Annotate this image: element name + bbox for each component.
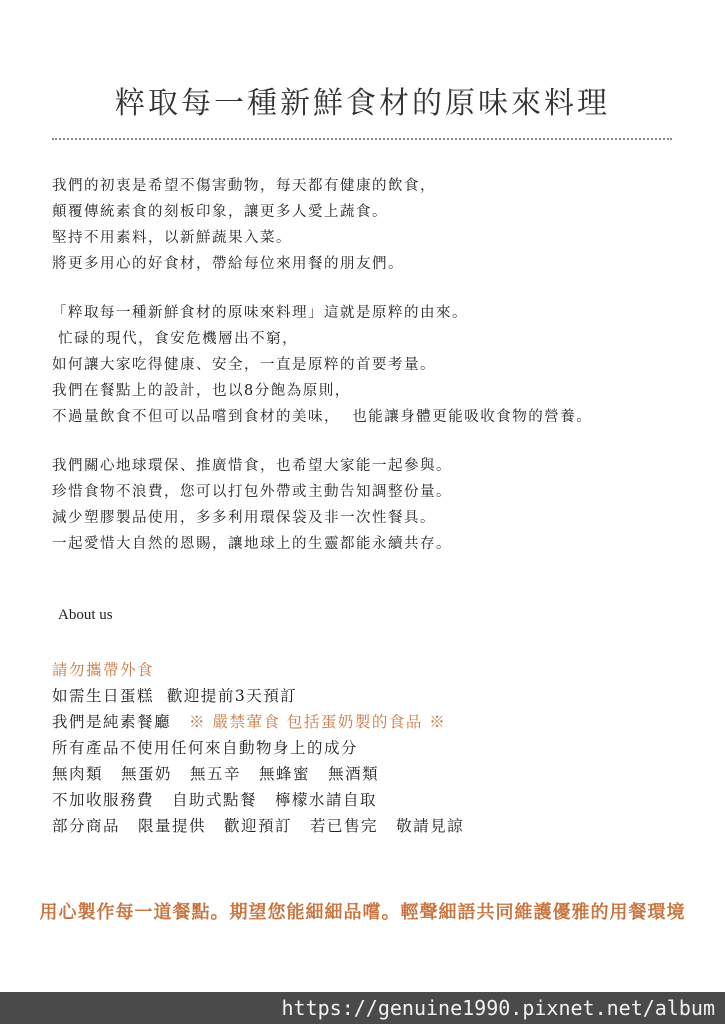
dotted-divider	[52, 138, 672, 140]
footer-note: 用心製作每一道餐點。期望您能細細品嚐。輕聲細語共同維護優雅的用餐環境	[39, 902, 686, 923]
intro-line: 堅持不用素料，以新鮮蔬果入菜。	[52, 230, 292, 246]
service-item: 不加收服務費	[52, 791, 155, 809]
service-list	[52, 787, 464, 813]
eco-line: 減少塑膠製品使用，多多利用環保袋及非一次性餐具。	[52, 510, 436, 526]
vegan-label: 我們是純素餐廳	[52, 713, 172, 731]
notice-list	[52, 657, 464, 839]
no-outside-food-notice: 請勿攜帶外食	[52, 661, 155, 679]
free-from-item: 無蜂蜜	[259, 765, 311, 783]
no-animal-notice: 所有產品不使用任何來自動物身上的成分	[52, 739, 359, 757]
intro-line: 我們的初衷是希望不傷害動物，每天都有健康的飲食，	[52, 178, 436, 194]
intro-paragraph	[52, 173, 436, 277]
free-from-item: 無酒類	[328, 765, 380, 783]
origin-line: 不過量飲食不但可以品嚐到食材的美味， 也能讓身體更能吸收食物的營養。	[52, 409, 593, 425]
origin-line: 如何讓大家吃得健康、安全，一直是原粹的首要考量。	[52, 357, 436, 373]
free-from-item: 無肉類	[52, 765, 104, 783]
free-from-item: 無五辛	[190, 765, 242, 783]
page-title: 粹取每一種新鮮食材的原味來料理	[115, 86, 610, 121]
origin-paragraph	[52, 300, 592, 430]
eco-line: 我們關心地球環保、推廣惜食，也希望大家能一起參與。	[52, 458, 452, 474]
limited-item: 敬請見諒	[396, 817, 465, 835]
watermark-url: https://genuine1990.pixnet.net/album	[281, 996, 715, 1020]
service-item: 自助式點餐	[172, 791, 258, 809]
limited-item: 若已售完	[310, 817, 379, 835]
service-item: 檸檬水請自取	[275, 791, 378, 809]
about-heading: About us	[58, 607, 113, 623]
eco-paragraph	[52, 453, 452, 557]
free-from-list	[52, 761, 464, 787]
limited-item: 限量提供	[138, 817, 207, 835]
watermark-bar	[0, 992, 725, 1024]
vegan-notice	[52, 709, 464, 735]
origin-line: 忙碌的現代，食安危機層出不窮，	[52, 331, 299, 347]
origin-line: 「粹取每一種新鮮食材的原味來料理」這就是原粹的由來。	[52, 305, 468, 321]
intro-line: 將更多用心的好食材，帶給每位來用餐的朋友們。	[52, 256, 404, 272]
origin-line: 我們在餐點上的設計，也以8分飽為原則，	[52, 383, 351, 399]
birthday-cake-notice: 如需生日蛋糕 歡迎提前3天預訂	[52, 687, 298, 705]
limited-list	[52, 813, 464, 839]
limited-item: 歡迎預訂	[224, 817, 293, 835]
intro-line: 顛覆傳統素食的刻板印象，讓更多人愛上蔬食。	[52, 204, 388, 220]
limited-item: 部分商品	[52, 817, 121, 835]
free-from-item: 無蛋奶	[121, 765, 173, 783]
eco-line: 一起愛惜大自然的恩賜，讓地球上的生靈都能永續共存。	[52, 536, 452, 552]
no-meat-warning: ※ 嚴禁葷食 包括蛋奶製的食品 ※	[189, 713, 447, 731]
eco-line: 珍惜食物不浪費，您可以打包外帶或主動告知調整份量。	[52, 484, 452, 500]
